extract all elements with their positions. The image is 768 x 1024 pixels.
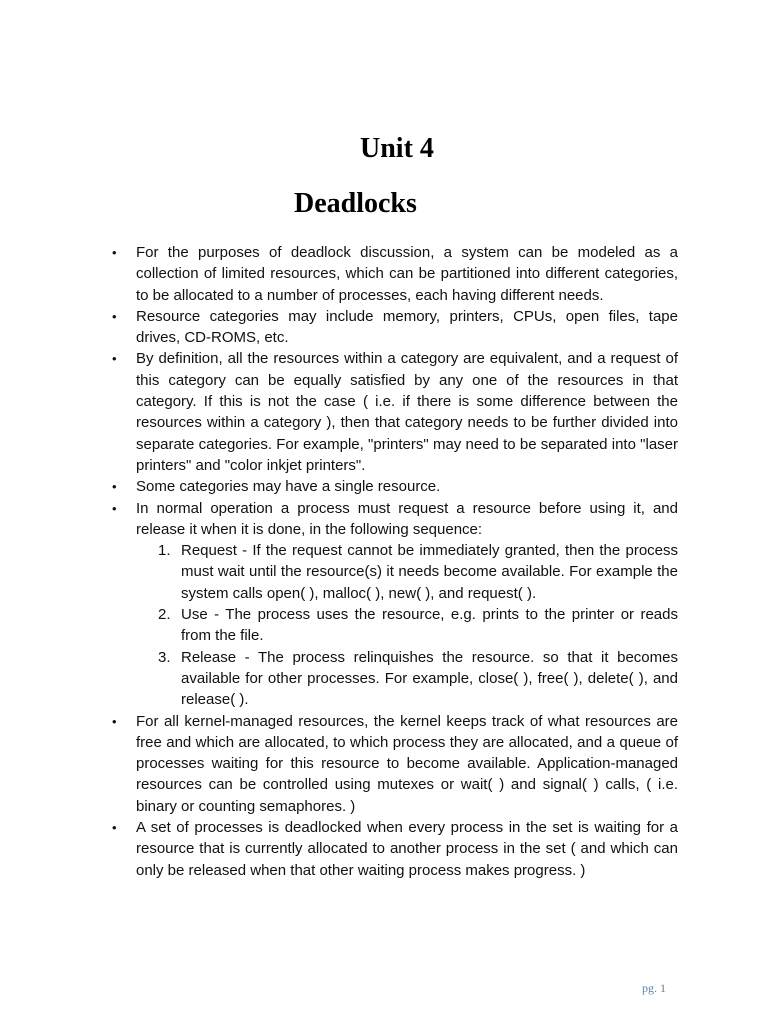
bullet-item — [108, 348, 678, 476]
bullet-item — [108, 476, 678, 497]
step-number: 3. — [158, 648, 171, 666]
document-body — [108, 242, 678, 881]
bullet-text: For the purposes of deadlock discussion, a system can be modeled as a collection of limited resources, which can be partitioned into different categories, to be allocated to a number of processes, each having different needs. — [136, 244, 678, 304]
bullet-text: By definition, all the resources within a category are equivalent, and a request of this category can be equally satisfied by any one of the resources in that category. If this is not the case ( i.e. if there is some difference between the resources within a category ), then that category needs to be further divided into separate categories. For example, "printers" may need to be separated into "laser printers" and "color inkjet printers". — [136, 350, 678, 474]
step-number: 1. — [158, 542, 171, 560]
bullet-item — [108, 817, 678, 881]
numbered-step-list — [136, 540, 678, 710]
step-text: Release - The process relinquishes the resource. so that it becomes available for other processes. For example, close( ), free( ), delete( ), and release( ). — [181, 648, 678, 709]
step-text: Use - The process uses the resource, e.g. prints to the printer or reads from the file. — [181, 606, 678, 645]
bullet-item — [108, 242, 678, 306]
bullet-text: A set of processes is deadlocked when every process in the set is waiting for a resource that is currently allocated to another process in the set ( and which can only be released when that other waiting process makes progress. ) — [136, 819, 678, 879]
step-text: Request - If the request cannot be immediately granted, then the process must wait until the resource(s) it needs become available. For example the system calls open( ), malloc( ), new( ), and request( ). — [181, 542, 678, 602]
numbered-step — [136, 540, 678, 604]
bullet-list — [108, 242, 678, 881]
bullet-text: Resource categories may include memory, printers, CPUs, open files, tape drives, CD-ROMS, etc. — [136, 307, 678, 347]
numbered-step — [136, 604, 678, 647]
bullet-text: Some categories may have a single resource. — [136, 478, 441, 496]
step-number: 2. — [158, 606, 171, 624]
bullet-item — [108, 306, 678, 349]
bullet-text: In normal operation a process must request a resource before using it, and release it when it is done, in the following sequence: — [136, 499, 678, 538]
bullet-item — [108, 498, 678, 711]
unit-title: Unit 4 — [360, 133, 434, 164]
bullet-text: For all kernel-managed resources, the kernel keeps track of what resources are free and which are allocated, to which process they are allocated, and a queue of processes waiting for this resource to become available. Application-managed resources can be controlled using mutexes or wait( ) and signal( ) calls, ( i.e. binary or counting semaphores. ) — [136, 712, 678, 815]
bullet-item — [108, 711, 678, 817]
numbered-step — [136, 647, 678, 711]
chapter-title: Deadlocks — [294, 188, 417, 219]
page-number: pg. 1 — [642, 981, 666, 995]
